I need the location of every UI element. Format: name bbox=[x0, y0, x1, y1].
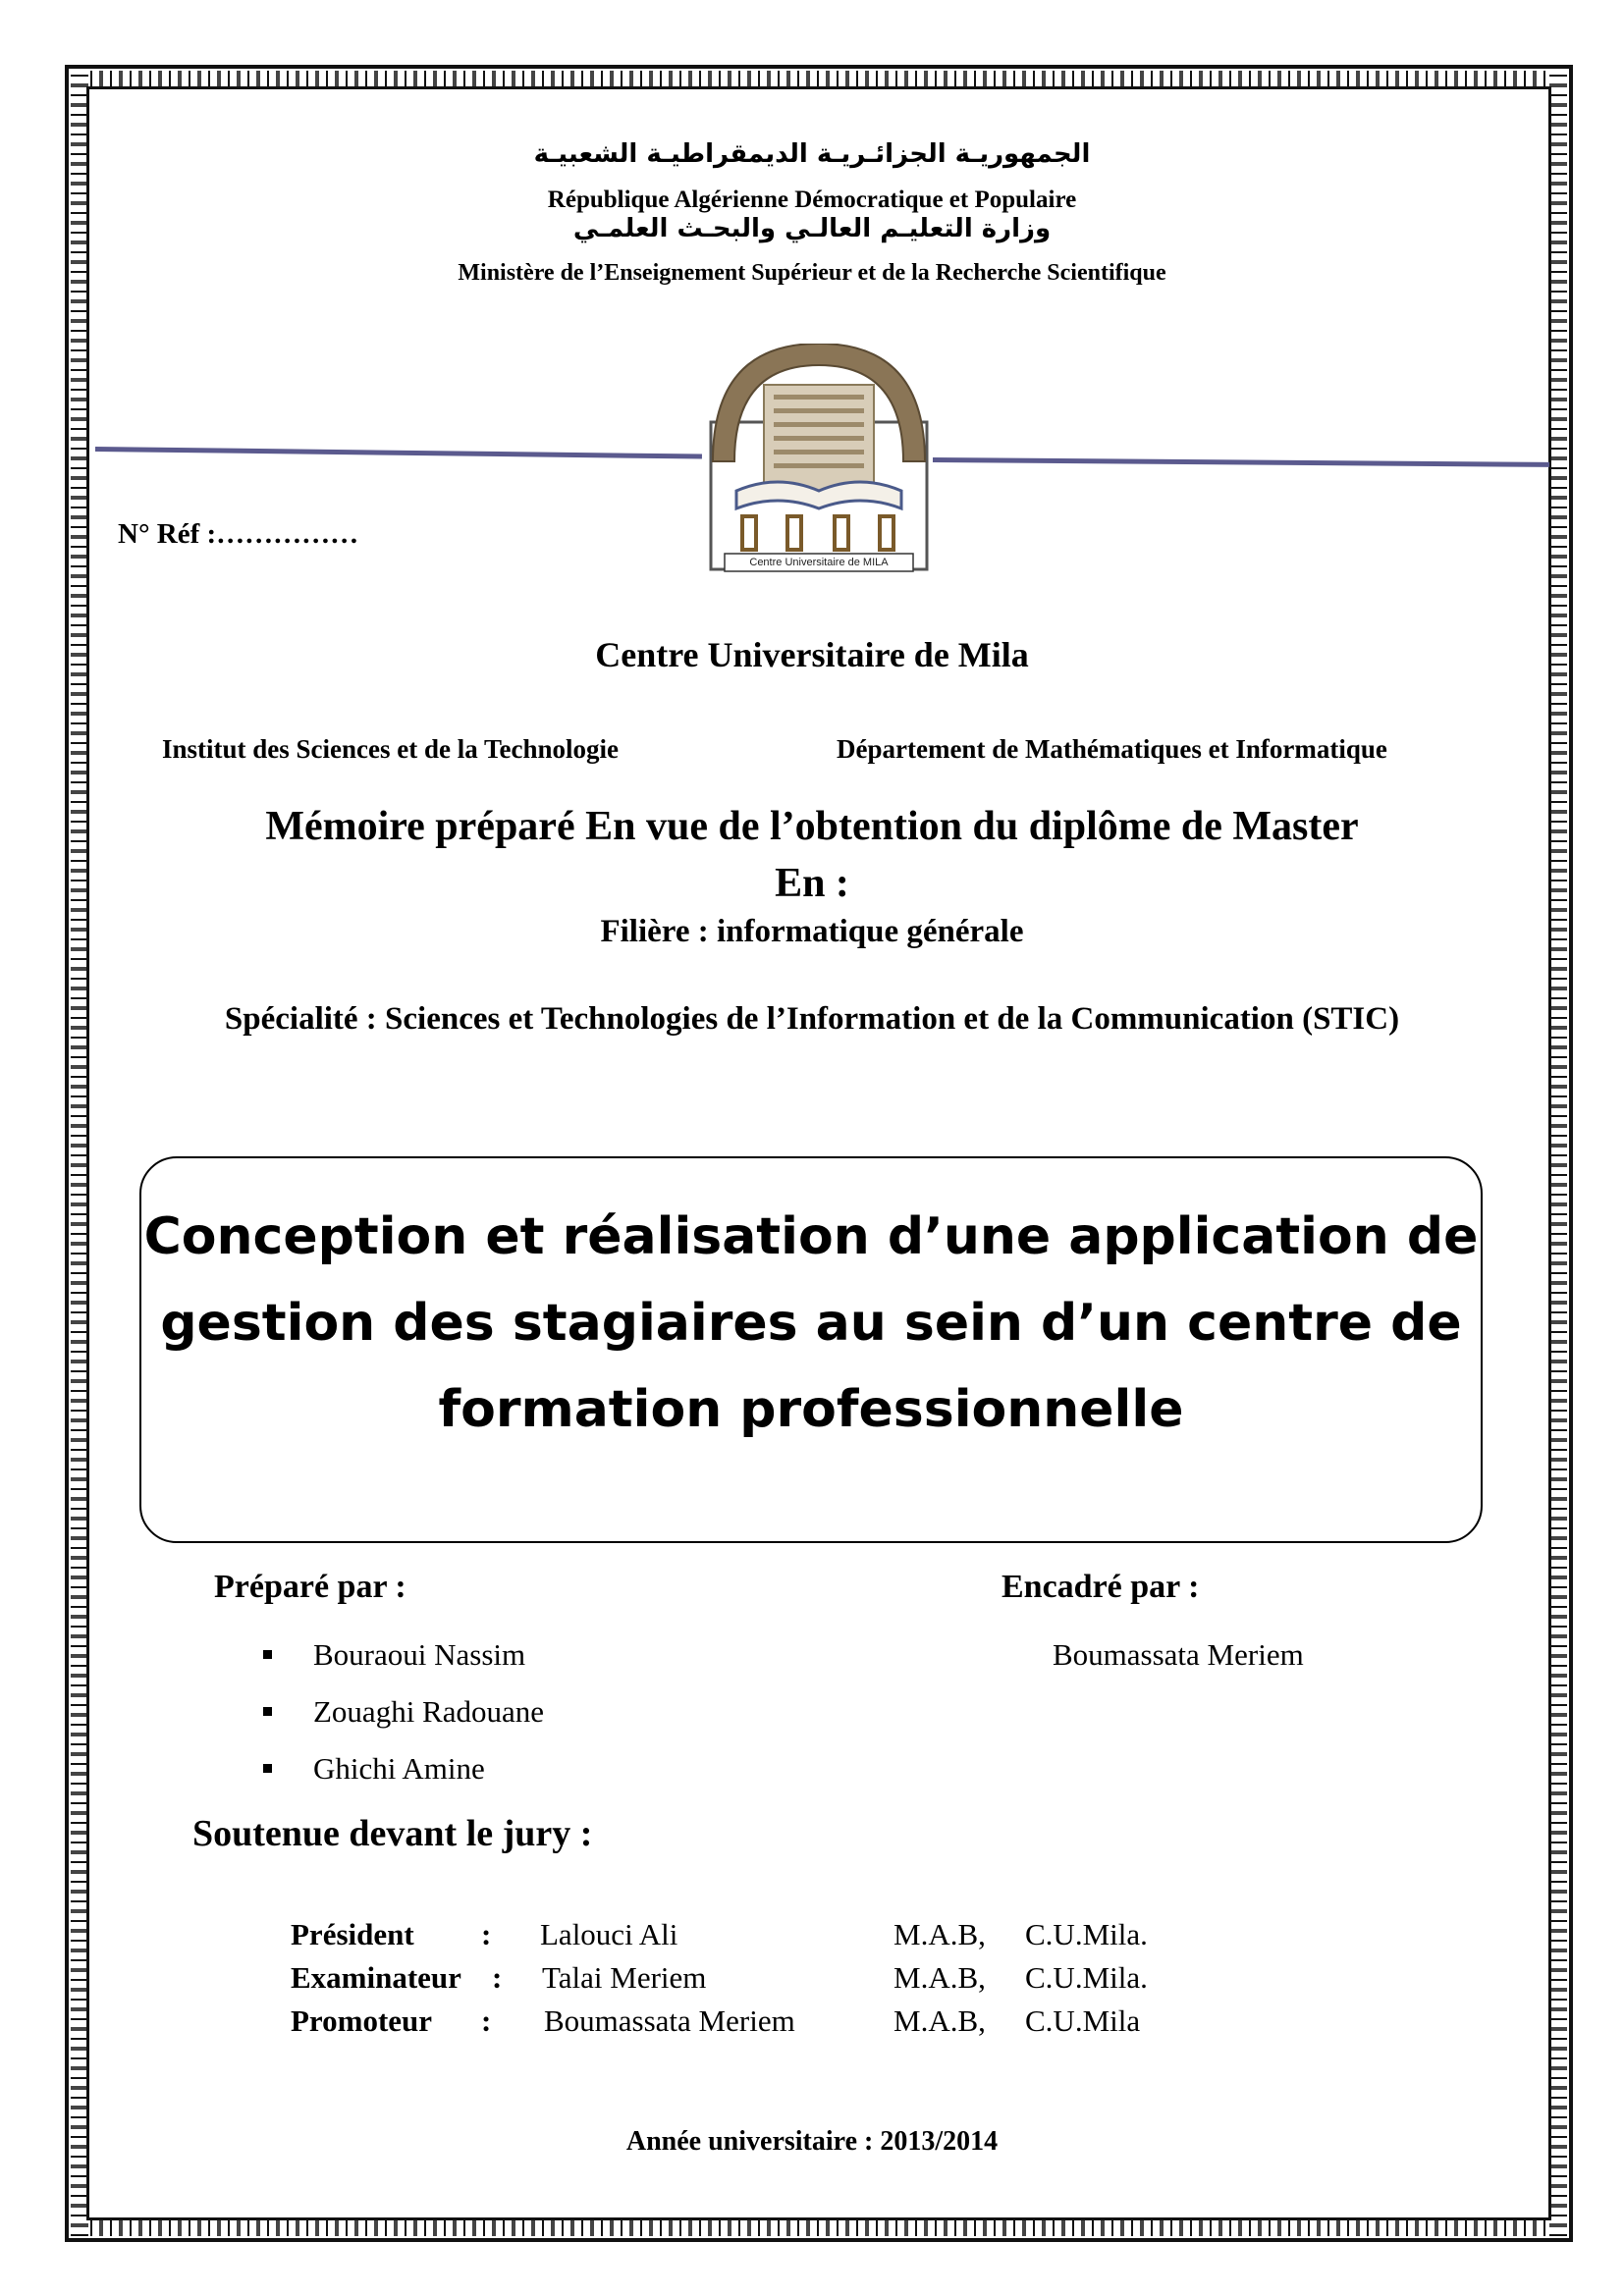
jury-institution: C.U.Mila. bbox=[1025, 1960, 1148, 1995]
jury-institution: C.U.Mila bbox=[1025, 2003, 1141, 2038]
supervised-by-label: Encadré par : bbox=[1001, 1569, 1200, 1605]
institution-name: Centre Universitaire de Mila bbox=[595, 635, 1029, 674]
bullet-icon bbox=[263, 1707, 272, 1716]
border-chain-right bbox=[1549, 71, 1567, 2236]
author-item bbox=[263, 1694, 544, 1730]
ministry-name: Ministère de l’Enseignement Supérieur et de la Recherche Scientifique bbox=[458, 260, 1166, 286]
jury-colon: : bbox=[481, 1917, 492, 1951]
republic-name: République Algérienne Démocratique et Populaire bbox=[547, 187, 1077, 213]
jury-label: Soutenue devant le jury : bbox=[192, 1813, 593, 1854]
prepared-by-label: Préparé par : bbox=[214, 1569, 406, 1605]
author-name: Ghichi Amine bbox=[313, 1751, 485, 1786]
author-item bbox=[263, 1637, 525, 1673]
logo-caption: Centre Universitaire de MILA bbox=[749, 557, 889, 568]
bullet-icon bbox=[263, 1764, 272, 1773]
jury-row bbox=[291, 1917, 1272, 1956]
border-chain-bottom bbox=[71, 2218, 1567, 2236]
author-name: Zouaghi Radouane bbox=[313, 1694, 545, 1729]
academic-year: Année universitaire : 2013/2014 bbox=[625, 2126, 999, 2157]
degree-line: Mémoire préparé En vue de l’obtention du diplôme de Master bbox=[265, 804, 1359, 849]
university-logo-graphic bbox=[703, 344, 935, 577]
filiere: Filière : informatique générale bbox=[600, 914, 1024, 949]
arabic-republic: الجمهوريـة الجزائـريـة الديمقراطيـة الشعبيـة bbox=[533, 139, 1091, 169]
thesis-title: Conception et réalisation d’une application de gestion des stagiaires au sein d’un centre de formation professionnelle bbox=[143, 1207, 1479, 1439]
arabic-ministry: وزارة التعليـم العالـي والبحـث العلمـي bbox=[572, 214, 1052, 243]
degree-en: En : bbox=[775, 861, 849, 906]
jury-grade: M.A.B, bbox=[893, 2003, 986, 2038]
jury-name: Boumassata Meriem bbox=[544, 2003, 795, 2038]
jury-colon: : bbox=[492, 1960, 503, 1995]
jury-role: Examinateur bbox=[291, 1960, 461, 1995]
institute-name: Institut des Sciences et de la Technologie bbox=[162, 734, 620, 764]
reference-number: N° Réf :…………… bbox=[118, 518, 359, 550]
bullet-icon bbox=[263, 1650, 272, 1659]
jury-name: Lalouci Ali bbox=[540, 1917, 678, 1951]
jury-institution: C.U.Mila. bbox=[1025, 1917, 1148, 1951]
specialite: Spécialité : Sciences et Technologies de l’Information et de la Communication (STIC) bbox=[224, 1001, 1400, 1037]
author-name: Bouraoui Nassim bbox=[313, 1637, 526, 1672]
university-logo bbox=[703, 344, 935, 577]
supervisor-name: Boumassata Meriem bbox=[1053, 1637, 1304, 1672]
jury-role: Promoteur bbox=[291, 2003, 433, 2038]
author-item bbox=[263, 1751, 485, 1787]
thesis-title-box bbox=[139, 1156, 1483, 1543]
jury-row bbox=[291, 2003, 1272, 2043]
jury-role: Président bbox=[291, 1917, 414, 1951]
jury-colon: : bbox=[481, 2003, 492, 2038]
jury-grade: M.A.B, bbox=[893, 1917, 986, 1951]
jury-grade: M.A.B, bbox=[893, 1960, 986, 1995]
jury-row bbox=[291, 1960, 1272, 2000]
department-name: Département de Mathématiques et Informatique bbox=[837, 734, 1387, 764]
jury-name: Talai Meriem bbox=[542, 1960, 707, 1995]
